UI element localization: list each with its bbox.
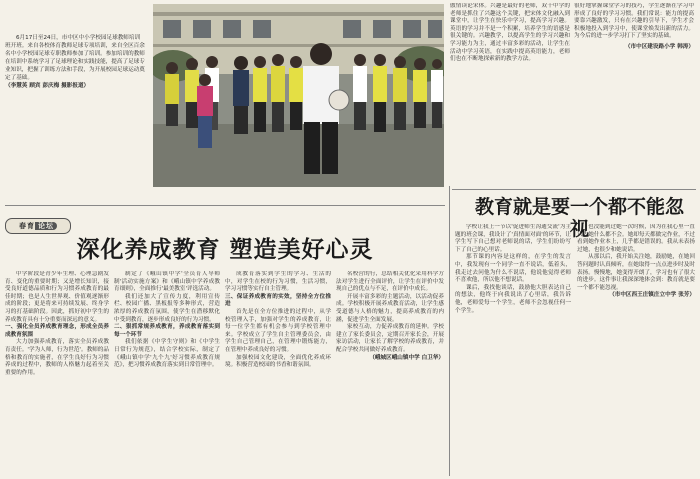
caption-text: 6月17日至24日，市中区中小学校园足球教师培训班开班。来自各校体育教师足球专项培训，来自全区百余名中小学校园足球专职教师参加了培训。参加培训的教师在培训中系统学习了足球理论和实践技能，提高了足球专业知识，把握了训练方法和手段，为开展校园足球运动奠定了基础。 [5, 35, 145, 81]
a1-c3-p1: 成教育落实到学生的学习、生活的中，对学生在校的行为习惯，生活习惯，学习习惯等实行自主管理。 [225, 271, 331, 293]
a1-c2-p2: 我们还加大了宣传力度，利用宣传栏、校园广播、黑板报等多种形式，营造浓厚的养成教育氛围，使学生在潜移默化中受到教育，逐步形成良好的行为习惯。 [114, 293, 220, 323]
a1-c4-p3: 家校互动，力促养成教育的延伸。学校建立了家长委员会，定期召开家长会，开展家访活动，让家长了解学校的养成教育，并配合学校共同做好养成教育。 [336, 324, 444, 353]
main-headline: 深化养成教育 塑造美好心灵 [76, 236, 374, 263]
article2-col1 [455, 224, 571, 476]
a1-c3-p2: 首先是在全方位推进的过程中，从学校管理入手，加强对学生的养成教育，让每一位学生都有机会参与到学校管理中来。学校成立了学生自主管理委员会，由学生自己管理自己，在管理中锻炼能力，在管理中养成良好的习惯。 [225, 308, 331, 353]
article1-col2 [114, 271, 220, 477]
a2-c1-p1: 学校让我上一节以'促进师生沟通交流'为主题的班会课，我设计了'真情面对面'的环节，让学生写下自己想对老师说的话，学生们纷纷写下了自己的心里话。 [455, 224, 571, 253]
article2-headline: 教育就是要一个都不能忽视 [474, 196, 684, 240]
top-right-article [450, 3, 695, 183]
article2-col2 [577, 224, 695, 476]
badge-part2: 论坛 [35, 222, 57, 230]
a1-c4-p2: 开展丰富多彩的主题活动，以活动促养成。学校积极开展养成教育活动，让学生感受道德与人格的魅力，提高养成教育的内涵，促进学生全面发展。 [336, 293, 444, 323]
a2-credit: （市中区西王庄镇庄立中学 张芳） [609, 292, 695, 299]
a2-c2-p2: 从那以后，我开始关注她，鼓励她，在她回答问题时认真倾听，在她取得一点点进步时及时表扬。慢慢地，她变得开朗了，学习也有了很大的进步。这件事让我深深地体会到：教育就是要一个都不能忽视。 [577, 254, 695, 291]
article1-col1 [5, 271, 109, 477]
top-right-col2-text: 很好地掌握课堂学习的技巧，学生逐渐在学习中形成了良好的学习习惯。我们常说：能力的提高要靠兴趣激发，只有在兴趣的引导下，学生才会积极地投入到学习中，使课堂焕发出新的活力。为今后的进一步学习打下了坚实的基础。 [574, 3, 694, 40]
a1-c1-p2: 大力加强养成教育，落实全员养成教育责任。'学为人师，行为世范'。教师的品格和教育的实施者，在学生良好行为习惯养成的过程中，教师的人格魅力起着至关重要的作用。 [5, 339, 109, 376]
a1-c2-p3: 我们依据《中学生守则》和《中学生日常行为规范》，结合学校实际，制定了《峨山镇中学'九个九'好习惯养成教育规范》，把习惯养成教育落实到日常管理中。 [114, 339, 220, 369]
right-section-divider [452, 189, 696, 190]
article1-col3 [225, 271, 331, 477]
a1-c4-p1: 名校营的行，总结相关优化采用科学方法对学生进行全面评价，让学生在评价中发现自己的优点与不足，在评价中成长。 [336, 271, 444, 293]
section-badge [5, 218, 71, 234]
a1-credit: （峨城区峨山镇中学 白卫华） [369, 354, 444, 361]
a1-c1-sub: 一、强化全员养成教育理念，形成全员养成教育氛围 [5, 324, 109, 338]
football-training-photo [153, 4, 444, 187]
column-divider [449, 186, 450, 476]
a1-c3-sub: 三、保证养成教育的实效，坚持全方位推进 [225, 293, 331, 308]
a1-c1-p1: 中学阶段是青少年生理、心理急剧发育、变化的重要时期；又是增长知识，接受良好道德品质和行为习惯养成教育的最佳时期；也是人生世界观、价值观逐渐形成的阶段；更是将来可持续发展、终身学习的打基础阶段。因此，抓好初中学生的养成教育具有十分重要而深远的意义。 [5, 271, 109, 323]
a2-c2-p1: 也没能到过她一次时候，因为在我心里一直认为她什么都不会。她却每天都做完作业，不过看到她作业本上，几乎都是错误的。我从未表扬过她，也很少和她说话。 [577, 224, 695, 253]
section-divider [5, 205, 445, 206]
top-right-credit: （市中区建设路小学 韩涛） [624, 43, 694, 50]
photo-caption [5, 34, 145, 166]
top-right-col1: 傲情读论宋体。兴趣是最好的老师，双十中学的老师是抓住了兴趣这个关键，把宋体文化融入到课堂中，让学生在快乐中学习，提高学习兴趣。英语的学习并不是一个积累，培养学生的语感是很关键的。兴趣教学，以提高学生的学习兴趣和学习能力为主，通过丰富多彩的活动，让学生在活动中学习英语，在实践中提高英语能力，老师们也在不断地探索新的教学方法。 [450, 3, 570, 63]
a1-c2-sub: 二、狠抓常规养成教育，养成教育落实到每一个环节 [114, 324, 220, 338]
a2-c1-p2: 那节课的内容是这样的，在学生的发言中，我发现有一个同学一直不说话，低着头，我走过去问他为什么不说话，他说他觉得老师不喜欢他，所以他不想说话。 [455, 254, 571, 284]
caption-credit: （李慧英 顾宾 彭庆梅 摄影报道） [5, 83, 90, 89]
badge-part1: 春育 [19, 222, 35, 230]
article1-col4 [336, 271, 444, 477]
top-right-col2 [574, 3, 694, 183]
a1-c2-p1: 制定了《峨山镇中学'全员育人导师制'活动实施方案》和《峨山镇中学养成教育细则》，全面推行'最美教室'评选活动。 [114, 271, 220, 293]
a1-c3-p3: 加强校园文化建设，全面优化养成环境。积极营造校园的书香和谐氛围。 [225, 354, 331, 369]
a2-c1-p3: 课后，我找他谈话，鼓励他大胆表达自己的想法，他终于向我说出了心里话，我告诉他，老师爱每一个学生，老师不会忽视任何一个学生。 [455, 284, 571, 314]
